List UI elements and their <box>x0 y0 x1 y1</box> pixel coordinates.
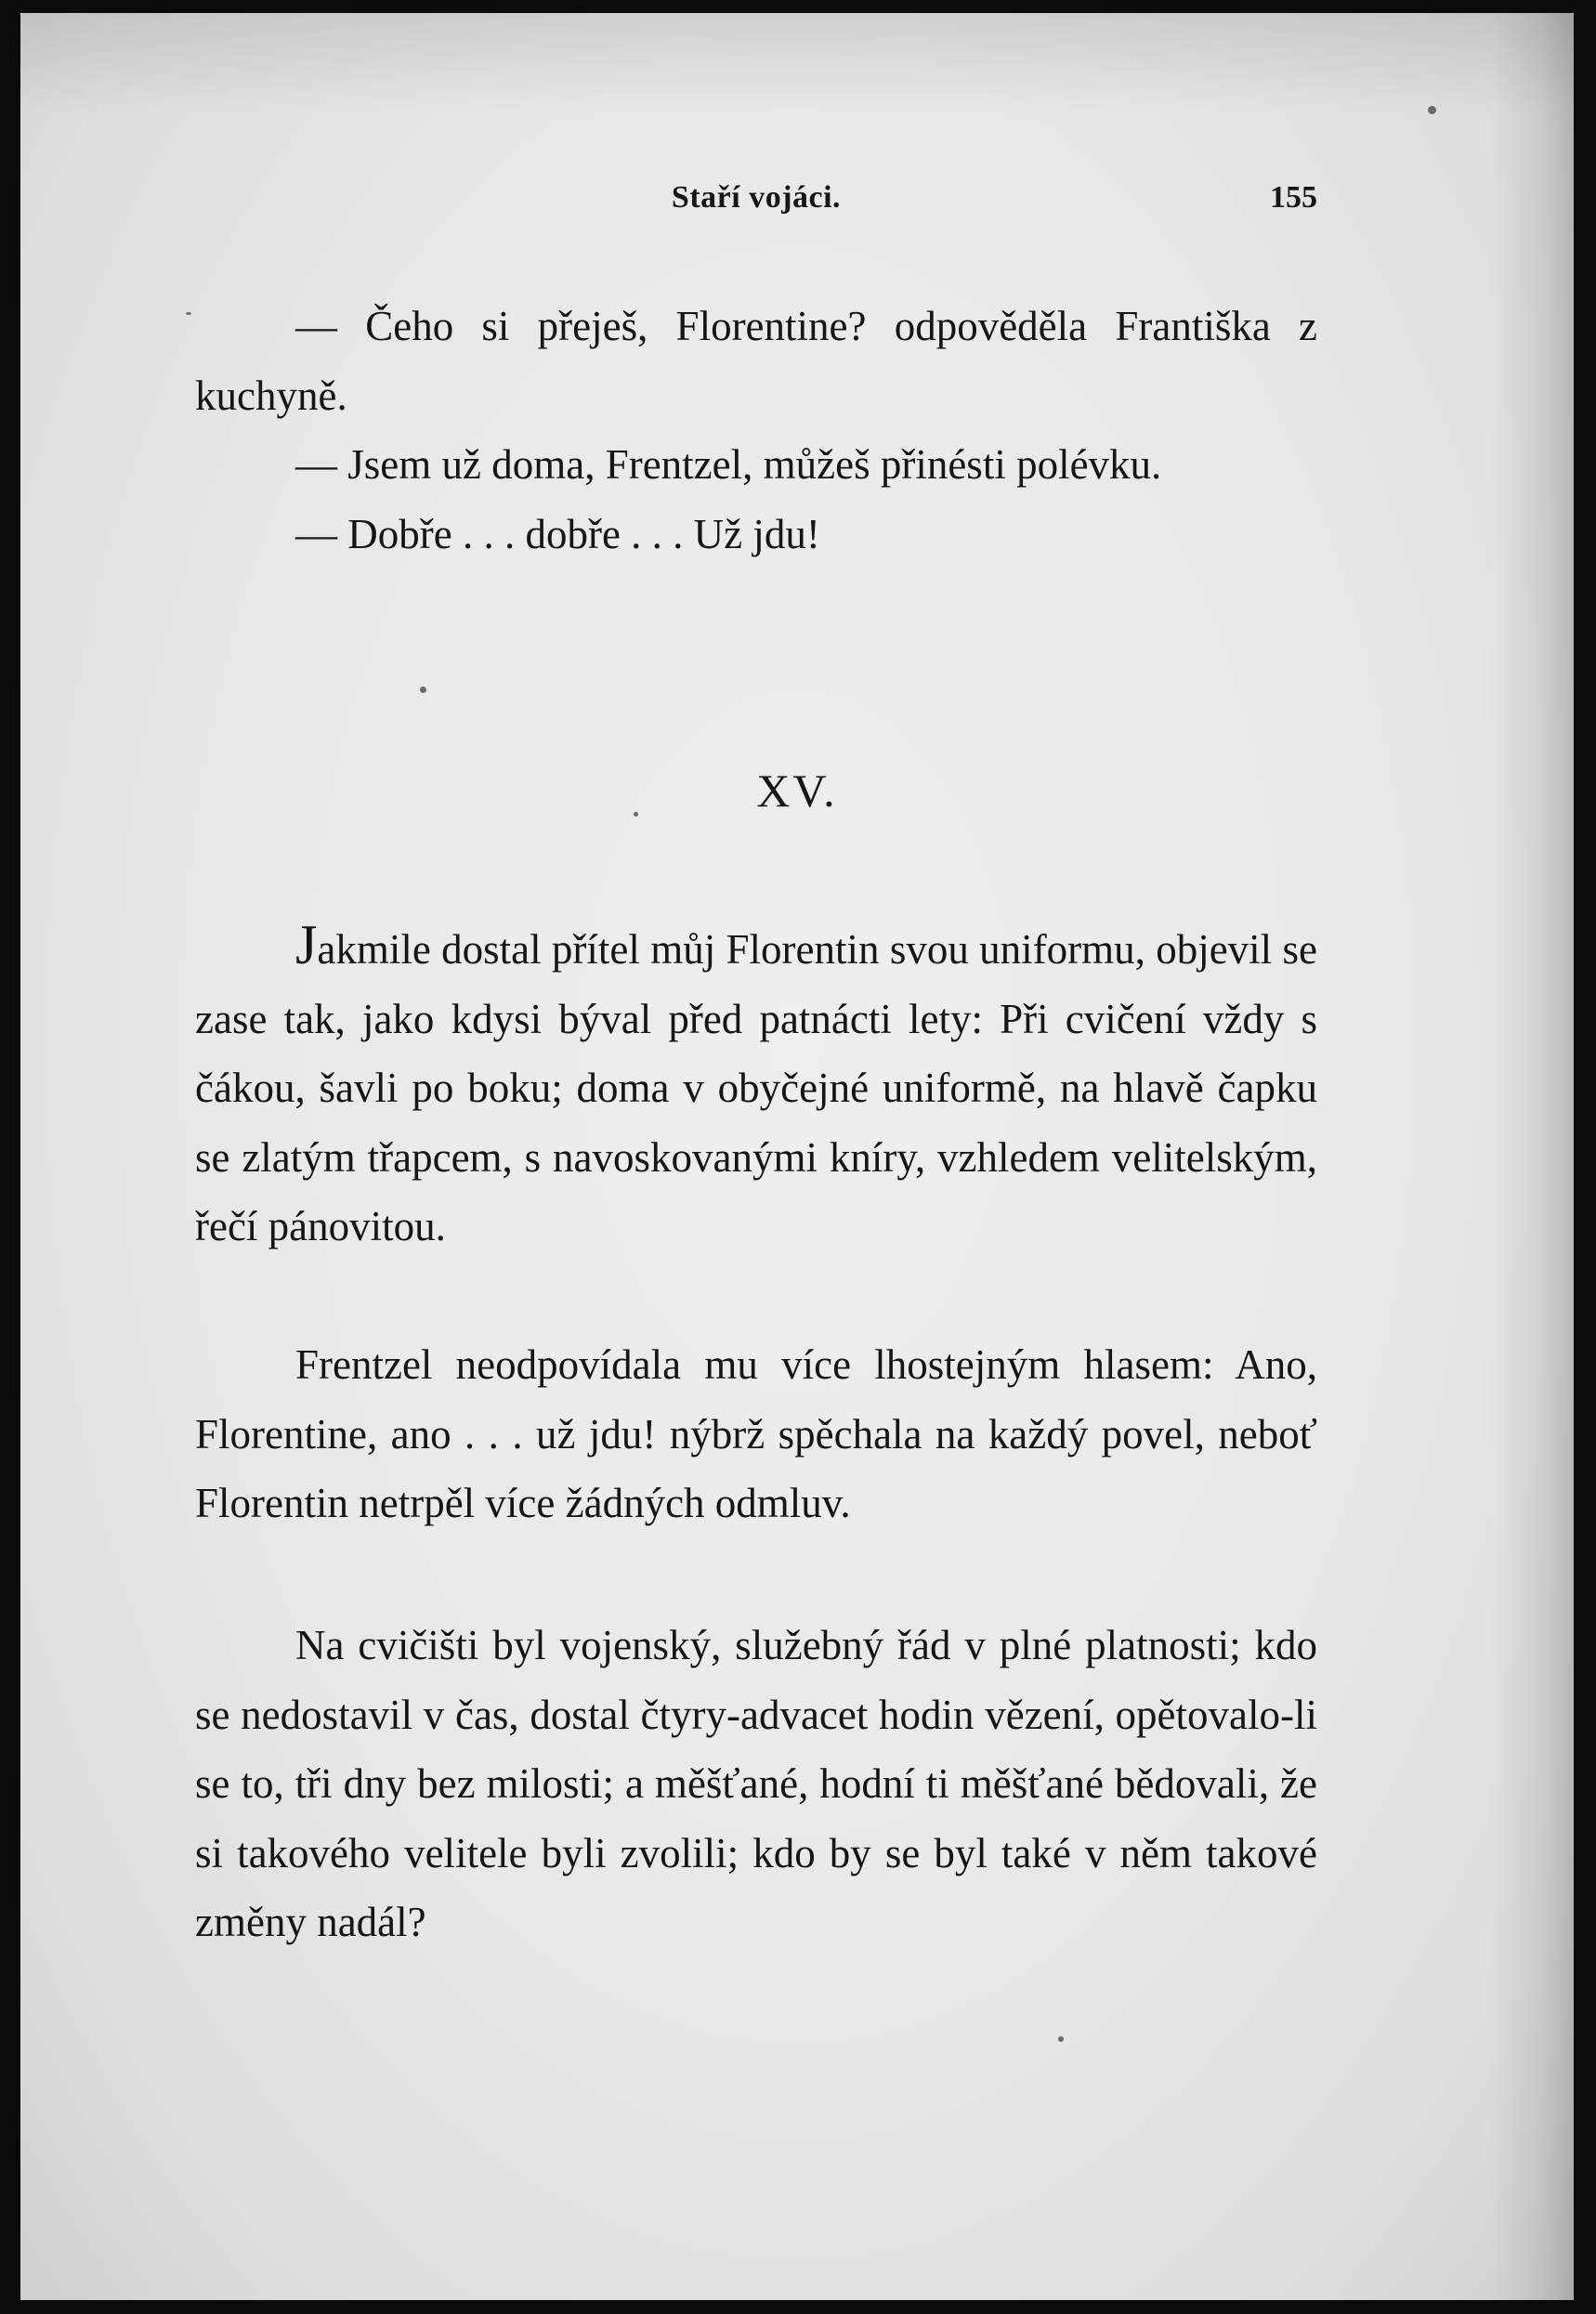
dialogue-block <box>195 292 1317 569</box>
running-head-title: Staří vojáci. <box>671 180 842 215</box>
page-number: 155 <box>1270 180 1317 215</box>
paper-speck <box>634 812 638 817</box>
dialogue-line-2: — Jsem už doma, Frentzel, můžeš přinésti polévku. <box>295 441 1162 488</box>
paragraph-1: Jakmile dostal přítel můj Florentin svou uniformu, objevil se zase tak, jako kdysi býval před patnácti lety: Při cvičení vždy s čákou, šavli po boku; doma v obyčejné uniformě, na hlavě čapku se zlatým třapcem, s navoskovanými kníry, vzhledem velitelským, řečí pánovitou. <box>195 914 1317 1249</box>
dialogue-line-1: — Čeho si přeješ, Florentine? odpověděla Františka z kuchyně. <box>195 303 1317 419</box>
book-page <box>20 13 1574 2300</box>
chapter-heading: XV. <box>756 765 838 817</box>
paper-speck <box>1428 106 1436 114</box>
paper-speck <box>186 312 191 315</box>
dialogue-line-3: — Dobře . . . dobře . . . Už jdu! <box>295 510 820 557</box>
running-head <box>195 180 1317 227</box>
paragraph-block-1 <box>195 910 1317 1262</box>
paragraph-block-3 <box>195 1611 1317 1957</box>
paragraph-2: Frentzel neodpovídala mu více lhostejným hlasem: Ano, Florentine, ano . . . už jdu! nýbrž spěchala na každý povel, neboť Florentin netrpěl více žádných odmluv. <box>195 1341 1317 1526</box>
paragraph-3: Na cvičišti byl vojenský, služebný řád v plné platnosti; kdo se nedostavil v čas, dostal čtyry-advacet hodin vězení, opětovalo-li se to, tři dny bez milosti; a měšťané, hodní ti měšťané bědovali, že si takového velitele byli zvolili; kdo by se byl také v něm takové změny nadál? <box>195 1622 1317 1945</box>
paragraph-block-2 <box>195 1330 1317 1538</box>
paper-speck <box>1058 2036 1064 2042</box>
paper-speck <box>420 686 426 693</box>
